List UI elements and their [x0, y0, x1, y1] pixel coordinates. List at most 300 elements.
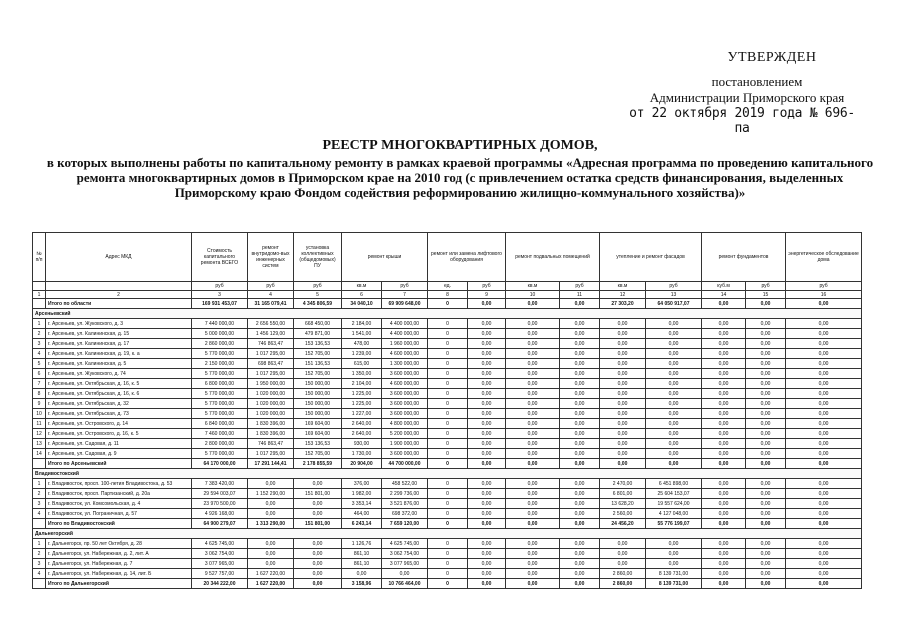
value-cell: 1 830 396,00: [248, 429, 294, 439]
unit-cell: руб: [560, 282, 600, 291]
value-cell: 27 303,20: [600, 299, 646, 309]
value-cell: 4 600 000,00: [382, 349, 428, 359]
value-cell: 2 150 000,00: [192, 359, 248, 369]
value-cell: [33, 579, 46, 589]
address-cell: г. Владивосток, просп. Партизанский, д. 20а: [46, 489, 192, 499]
value-cell: 0,00: [560, 459, 600, 469]
value-cell: 1 456 129,00: [248, 329, 294, 339]
value-cell: 0,00: [746, 569, 786, 579]
region-total-row: [33, 299, 862, 309]
value-cell: 0: [428, 399, 468, 409]
value-cell: 746 863,47: [248, 339, 294, 349]
value-cell: 0,00: [560, 299, 600, 309]
value-cell: 0,00: [746, 479, 786, 489]
value-cell: 5 770 000,00: [192, 349, 248, 359]
value-cell: 0,00: [294, 559, 342, 569]
value-cell: 5: [33, 359, 46, 369]
value-cell: 6 243,14: [342, 519, 382, 529]
table-row: [33, 319, 862, 329]
value-cell: 150 000,00: [294, 399, 342, 409]
value-cell: 0,00: [342, 569, 382, 579]
address-cell: Итого по Арсеньевский: [46, 459, 192, 469]
value-cell: 2 178 855,59: [294, 459, 342, 469]
table-row: [33, 349, 862, 359]
value-cell: 1 541,00: [342, 329, 382, 339]
group-header-row: [33, 529, 862, 539]
value-cell: 4 400 000,00: [382, 319, 428, 329]
value-cell: 6 451 898,00: [646, 479, 702, 489]
address-cell: г. Арсеньев, ул. Островского, д. 14: [46, 419, 192, 429]
value-cell: 0,00: [702, 399, 746, 409]
table-row: [33, 339, 862, 349]
value-cell: 0,00: [702, 349, 746, 359]
value-cell: 150 000,00: [294, 389, 342, 399]
value-cell: 0,00: [294, 579, 342, 589]
address-cell: г. Дальнегорск, ул. Набережная, д. 14, лит. Б: [46, 569, 192, 579]
value-cell: 2 184,00: [342, 319, 382, 329]
value-cell: 0,00: [506, 499, 560, 509]
value-cell: 0,00: [560, 569, 600, 579]
value-cell: 0,00: [786, 299, 862, 309]
address-cell: г. Арсеньев, ул. Октябрьская, д. 16, к. 5: [46, 379, 192, 389]
value-cell: 1: [33, 539, 46, 549]
value-cell: 0,00: [786, 329, 862, 339]
value-cell: 5 770 000,00: [192, 449, 248, 459]
table-row: [33, 499, 862, 509]
value-cell: 0,00: [600, 459, 646, 469]
value-cell: 0,00: [560, 379, 600, 389]
value-cell: 0,00: [294, 499, 342, 509]
value-cell: 0,00: [646, 549, 702, 559]
value-cell: 0,00: [746, 499, 786, 509]
value-cell: 0,00: [600, 439, 646, 449]
value-cell: 0,00: [560, 519, 600, 529]
value-cell: 0,00: [646, 389, 702, 399]
value-cell: 0,00: [702, 429, 746, 439]
value-cell: 1 830 396,00: [248, 419, 294, 429]
column-number: 4: [248, 291, 294, 299]
value-cell: 0,00: [746, 339, 786, 349]
value-cell: 0,00: [294, 539, 342, 549]
address-cell: г. Арсеньев, ул. Калининская, д. 17: [46, 339, 192, 349]
value-cell: 0,00: [506, 319, 560, 329]
value-cell: 0: [428, 579, 468, 589]
value-cell: 0,00: [646, 559, 702, 569]
value-cell: 0: [428, 329, 468, 339]
value-cell: 0,00: [786, 489, 862, 499]
unit-cell: [33, 282, 46, 291]
value-cell: 0,00: [702, 389, 746, 399]
value-cell: 0,00: [506, 579, 560, 589]
value-cell: 0,00: [746, 489, 786, 499]
value-cell: 0,00: [560, 389, 600, 399]
value-cell: 0,00: [560, 339, 600, 349]
value-cell: 0,00: [560, 509, 600, 519]
value-cell: 0: [428, 339, 468, 349]
value-cell: 13 628,20: [600, 499, 646, 509]
value-cell: 152 705,00: [294, 449, 342, 459]
value-cell: 0,00: [786, 439, 862, 449]
value-cell: 3 600 000,00: [382, 409, 428, 419]
value-cell: 0,00: [746, 559, 786, 569]
value-cell: 0,00: [702, 489, 746, 499]
address-cell: г. Арсеньев, ул. Садовая, д. 11: [46, 439, 192, 449]
value-cell: 0,00: [702, 569, 746, 579]
value-cell: 3: [33, 499, 46, 509]
value-cell: 0: [428, 419, 468, 429]
value-cell: 0,00: [746, 539, 786, 549]
address-cell: г. Владивосток, просп. 100-летия Владивостока, д. 53: [46, 479, 192, 489]
value-cell: 0,00: [702, 579, 746, 589]
value-cell: 2 470,00: [600, 479, 646, 489]
value-cell: 0,00: [786, 509, 862, 519]
value-cell: 0,00: [560, 399, 600, 409]
value-cell: 0,00: [506, 349, 560, 359]
value-cell: 4 926 168,00: [192, 509, 248, 519]
value-cell: 698 863,47: [248, 359, 294, 369]
value-cell: 0,00: [468, 419, 506, 429]
value-cell: 10 766 464,00: [382, 579, 428, 589]
value-cell: 3 158,96: [342, 579, 382, 589]
value-cell: 3 077 965,00: [382, 559, 428, 569]
value-cell: 0,00: [786, 519, 862, 529]
value-cell: 6: [33, 369, 46, 379]
column-number: 6: [342, 291, 382, 299]
group-name: Владивостокский: [33, 469, 862, 479]
value-cell: 0: [428, 449, 468, 459]
value-cell: 0,00: [560, 559, 600, 569]
value-cell: 0,00: [294, 549, 342, 559]
value-cell: 0,00: [468, 559, 506, 569]
value-cell: 0,00: [468, 479, 506, 489]
value-cell: 14: [33, 449, 46, 459]
value-cell: 2 640,00: [342, 429, 382, 439]
value-cell: 0,00: [746, 459, 786, 469]
value-cell: 4: [33, 509, 46, 519]
value-cell: 1 350,00: [342, 369, 382, 379]
value-cell: 3 521 876,00: [382, 499, 428, 509]
value-cell: 0,00: [382, 569, 428, 579]
value-cell: 9 527 757,00: [192, 569, 248, 579]
value-cell: 0,00: [786, 459, 862, 469]
address-cell: г. Дальнегорск, ул. Набережная, д. 2, лит. А: [46, 549, 192, 559]
value-cell: 152 705,00: [294, 369, 342, 379]
value-cell: 1 313 290,00: [248, 519, 294, 529]
value-cell: 0,00: [702, 519, 746, 529]
value-cell: 2 800 000,00: [192, 439, 248, 449]
value-cell: 0,00: [646, 319, 702, 329]
value-cell: 0: [428, 519, 468, 529]
value-cell: 0,00: [468, 549, 506, 559]
value-cell: 0,00: [786, 499, 862, 509]
unit-cell: [46, 282, 192, 291]
value-cell: 0,00: [702, 509, 746, 519]
value-cell: 0: [428, 439, 468, 449]
value-cell: 0,00: [600, 369, 646, 379]
unit-cell: кв.м: [506, 282, 560, 291]
value-cell: 2 104,00: [342, 379, 382, 389]
value-cell: 0,00: [560, 359, 600, 369]
value-cell: 0,00: [468, 369, 506, 379]
value-cell: 4 625 745,00: [192, 539, 248, 549]
value-cell: 64 050 917,07: [646, 299, 702, 309]
value-cell: 5 200 000,00: [382, 429, 428, 439]
table-row: [33, 509, 862, 519]
unit-cell: руб: [294, 282, 342, 291]
value-cell: 0,00: [600, 379, 646, 389]
value-cell: 478,00: [342, 339, 382, 349]
value-cell: 0,00: [786, 359, 862, 369]
value-cell: 1 020 000,00: [248, 389, 294, 399]
value-cell: 615,00: [342, 359, 382, 369]
value-cell: 861,10: [342, 549, 382, 559]
value-cell: 0,00: [560, 499, 600, 509]
value-cell: 0,00: [468, 519, 506, 529]
value-cell: 3 600 000,00: [382, 399, 428, 409]
value-cell: 0,00: [786, 429, 862, 439]
value-cell: 0,00: [506, 339, 560, 349]
value-cell: 0,00: [746, 379, 786, 389]
value-cell: 7 659 120,00: [382, 519, 428, 529]
address-cell: г. Арсеньев, ул. Октябрьская, д. 73: [46, 409, 192, 419]
value-cell: 0,00: [560, 549, 600, 559]
address-cell: Итого по области: [46, 299, 192, 309]
header-foundation: ремонт фундаментов: [702, 233, 786, 282]
address-cell: Итого по Дальнегорский: [46, 579, 192, 589]
value-cell: 153 136,53: [294, 339, 342, 349]
value-cell: 0,00: [746, 509, 786, 519]
value-cell: 0,00: [506, 569, 560, 579]
value-cell: 34 040,10: [342, 299, 382, 309]
value-cell: 0,00: [600, 559, 646, 569]
value-cell: 69 909 648,00: [382, 299, 428, 309]
value-cell: 0,00: [506, 519, 560, 529]
value-cell: 0,00: [786, 389, 862, 399]
value-cell: 0,00: [294, 479, 342, 489]
unit-cell: руб: [248, 282, 294, 291]
value-cell: 3 600 000,00: [382, 389, 428, 399]
value-cell: 0,00: [786, 409, 862, 419]
value-cell: 0: [428, 559, 468, 569]
header-total-cost: Стоимость капитального ремонта ВСЕГО: [192, 233, 248, 282]
value-cell: 6 800 000,00: [192, 379, 248, 389]
value-cell: 0,00: [786, 539, 862, 549]
value-cell: 0,00: [248, 479, 294, 489]
value-cell: 2 860,00: [600, 569, 646, 579]
value-cell: 151 801,00: [294, 519, 342, 529]
value-cell: 0,00: [560, 479, 600, 489]
value-cell: 0,00: [702, 409, 746, 419]
header-facade: утепление и ремонт фасадов: [600, 233, 702, 282]
value-cell: 4 400 000,00: [382, 329, 428, 339]
value-cell: 0,00: [506, 419, 560, 429]
value-cell: 0,00: [468, 409, 506, 419]
value-cell: 0,00: [506, 489, 560, 499]
value-cell: 6 840 000,00: [192, 419, 248, 429]
value-cell: 0,00: [468, 389, 506, 399]
value-cell: 1 730,00: [342, 449, 382, 459]
table-row: [33, 379, 862, 389]
table-row: [33, 389, 862, 399]
value-cell: 0,00: [786, 549, 862, 559]
value-cell: 0,00: [506, 449, 560, 459]
value-cell: 0,00: [468, 329, 506, 339]
value-cell: 0,00: [746, 429, 786, 439]
value-cell: 151 801,00: [294, 489, 342, 499]
value-cell: 0,00: [560, 319, 600, 329]
value-cell: 4: [33, 569, 46, 579]
value-cell: 1 627 220,00: [248, 579, 294, 589]
value-cell: 0,00: [702, 499, 746, 509]
value-cell: 2 656 550,00: [248, 319, 294, 329]
value-cell: 0,00: [560, 489, 600, 499]
value-cell: 64 170 000,00: [192, 459, 248, 469]
value-cell: 0,00: [600, 389, 646, 399]
value-cell: 0,00: [506, 399, 560, 409]
value-cell: 0,00: [468, 569, 506, 579]
value-cell: 0,00: [786, 579, 862, 589]
value-cell: 0,00: [248, 509, 294, 519]
value-cell: 19 557 624,00: [646, 499, 702, 509]
value-cell: 0,00: [786, 339, 862, 349]
value-cell: 0,00: [702, 329, 746, 339]
value-cell: 0,00: [468, 319, 506, 329]
value-cell: 0,00: [786, 419, 862, 429]
value-cell: 0,00: [600, 429, 646, 439]
page-subtitle: в которых выполнены работы по капитальному ремонту в рамках краевой программы «Адресная программа по проведению капитального ремонта многоквартирных домов в Приморском крае на 2010 год (с привлечением остатка средств финансирования, выделенных Приморскому краю Фондом содействия реформированию жилищно-коммунального хозяйства)»: [46, 155, 874, 200]
value-cell: 8 139 731,00: [646, 579, 702, 589]
value-cell: 1 900 000,00: [382, 439, 428, 449]
value-cell: 0,00: [506, 329, 560, 339]
value-cell: 5 770 000,00: [192, 399, 248, 409]
column-number: 14: [702, 291, 746, 299]
value-cell: 0,00: [468, 499, 506, 509]
value-cell: 0: [428, 549, 468, 559]
value-cell: 0,00: [560, 449, 600, 459]
value-cell: 0,00: [746, 519, 786, 529]
unit-cell: ед.: [428, 282, 468, 291]
address-cell: г. Арсеньев, ул. Калининская, д. 5: [46, 359, 192, 369]
value-cell: 0,00: [702, 299, 746, 309]
header-address: Адрес МКД: [46, 233, 192, 282]
address-cell: г. Арсеньев, ул. Островского, д. 16, к. 5: [46, 429, 192, 439]
value-cell: 13: [33, 439, 46, 449]
value-cell: 0,00: [702, 539, 746, 549]
value-cell: 930,00: [342, 439, 382, 449]
value-cell: 0,00: [646, 369, 702, 379]
value-cell: 20 344 222,00: [192, 579, 248, 589]
column-number: 7: [382, 291, 428, 299]
unit-cell: кв.м: [342, 282, 382, 291]
value-cell: 7 440 000,00: [192, 319, 248, 329]
value-cell: 0,00: [646, 449, 702, 459]
value-cell: 0,00: [646, 349, 702, 359]
value-cell: 0,00: [702, 369, 746, 379]
table-row: [33, 409, 862, 419]
value-cell: 0,00: [600, 549, 646, 559]
value-cell: 169 604,00: [294, 419, 342, 429]
column-number: 12: [600, 291, 646, 299]
value-cell: 29 594 003,07: [192, 489, 248, 499]
value-cell: 0,00: [746, 549, 786, 559]
value-cell: 746 863,47: [248, 439, 294, 449]
value-cell: 152 705,00: [294, 349, 342, 359]
column-number: 2: [46, 291, 192, 299]
value-cell: 5 000 000,00: [192, 329, 248, 339]
table-row: [33, 539, 862, 549]
group-header-row: [33, 309, 862, 319]
unit-cell: куб.м: [702, 282, 746, 291]
value-cell: 0,00: [600, 339, 646, 349]
value-cell: 479 871,00: [294, 329, 342, 339]
value-cell: 23 970 500,00: [192, 499, 248, 509]
value-cell: 0,00: [468, 339, 506, 349]
value-cell: 0: [428, 539, 468, 549]
address-cell: г. Арсеньев, ул. Октябрьская, д. 32: [46, 399, 192, 409]
unit-cell: руб: [382, 282, 428, 291]
address-cell: г. Арсеньев, ул. Октябрьская, д. 16, к. 6: [46, 389, 192, 399]
value-cell: 3 077 965,00: [192, 559, 248, 569]
value-cell: 8: [33, 389, 46, 399]
value-cell: 20 904,00: [342, 459, 382, 469]
register-table: [32, 232, 862, 589]
value-cell: 2 860 000,00: [192, 339, 248, 349]
value-cell: 0,00: [746, 299, 786, 309]
unit-cell: руб: [468, 282, 506, 291]
value-cell: 0,00: [506, 509, 560, 519]
value-cell: 0,00: [702, 439, 746, 449]
value-cell: 24 456,20: [600, 519, 646, 529]
value-cell: 0: [428, 479, 468, 489]
address-cell: г. Дальнегорск, ул. Набережная, д. 7: [46, 559, 192, 569]
group-total-row: [33, 519, 862, 529]
value-cell: 1 300 000,00: [382, 359, 428, 369]
value-cell: 1 239,00: [342, 349, 382, 359]
value-cell: 0,00: [646, 329, 702, 339]
value-cell: 0: [428, 349, 468, 359]
address-cell: Итого по Владивостокский: [46, 519, 192, 529]
value-cell: 4 800 000,00: [382, 419, 428, 429]
value-cell: 0,00: [506, 359, 560, 369]
value-cell: 0: [428, 429, 468, 439]
header-engineering: ремонт внутридомо-вых инженерных систем: [248, 233, 294, 282]
value-cell: 1 225,00: [342, 399, 382, 409]
value-cell: 1 152 290,00: [248, 489, 294, 499]
value-cell: 7: [33, 379, 46, 389]
address-cell: г. Арсеньев, ул. Жуковского, д. 74: [46, 369, 192, 379]
address-cell: г. Арсеньев, ул. Калининская, д. 19, к. а: [46, 349, 192, 359]
value-cell: 150 000,00: [294, 379, 342, 389]
header-elevator: ремонт или замена лифтового оборудования: [428, 233, 506, 282]
value-cell: 0,00: [248, 549, 294, 559]
table-row: [33, 399, 862, 409]
value-cell: 0,00: [506, 299, 560, 309]
value-cell: 0,00: [468, 399, 506, 409]
value-cell: 2 860,00: [600, 579, 646, 589]
value-cell: 1 960 000,00: [382, 339, 428, 349]
value-cell: 5 770 000,00: [192, 409, 248, 419]
value-cell: 1 225,00: [342, 389, 382, 399]
column-number: 8: [428, 291, 468, 299]
value-cell: 0,00: [746, 389, 786, 399]
value-cell: 55 776 199,07: [646, 519, 702, 529]
value-cell: 0,00: [702, 459, 746, 469]
value-cell: 0,00: [560, 539, 600, 549]
value-cell: 2 560,00: [600, 509, 646, 519]
value-cell: 0,00: [506, 409, 560, 419]
value-cell: 153 136,53: [294, 439, 342, 449]
value-cell: 0,00: [746, 349, 786, 359]
